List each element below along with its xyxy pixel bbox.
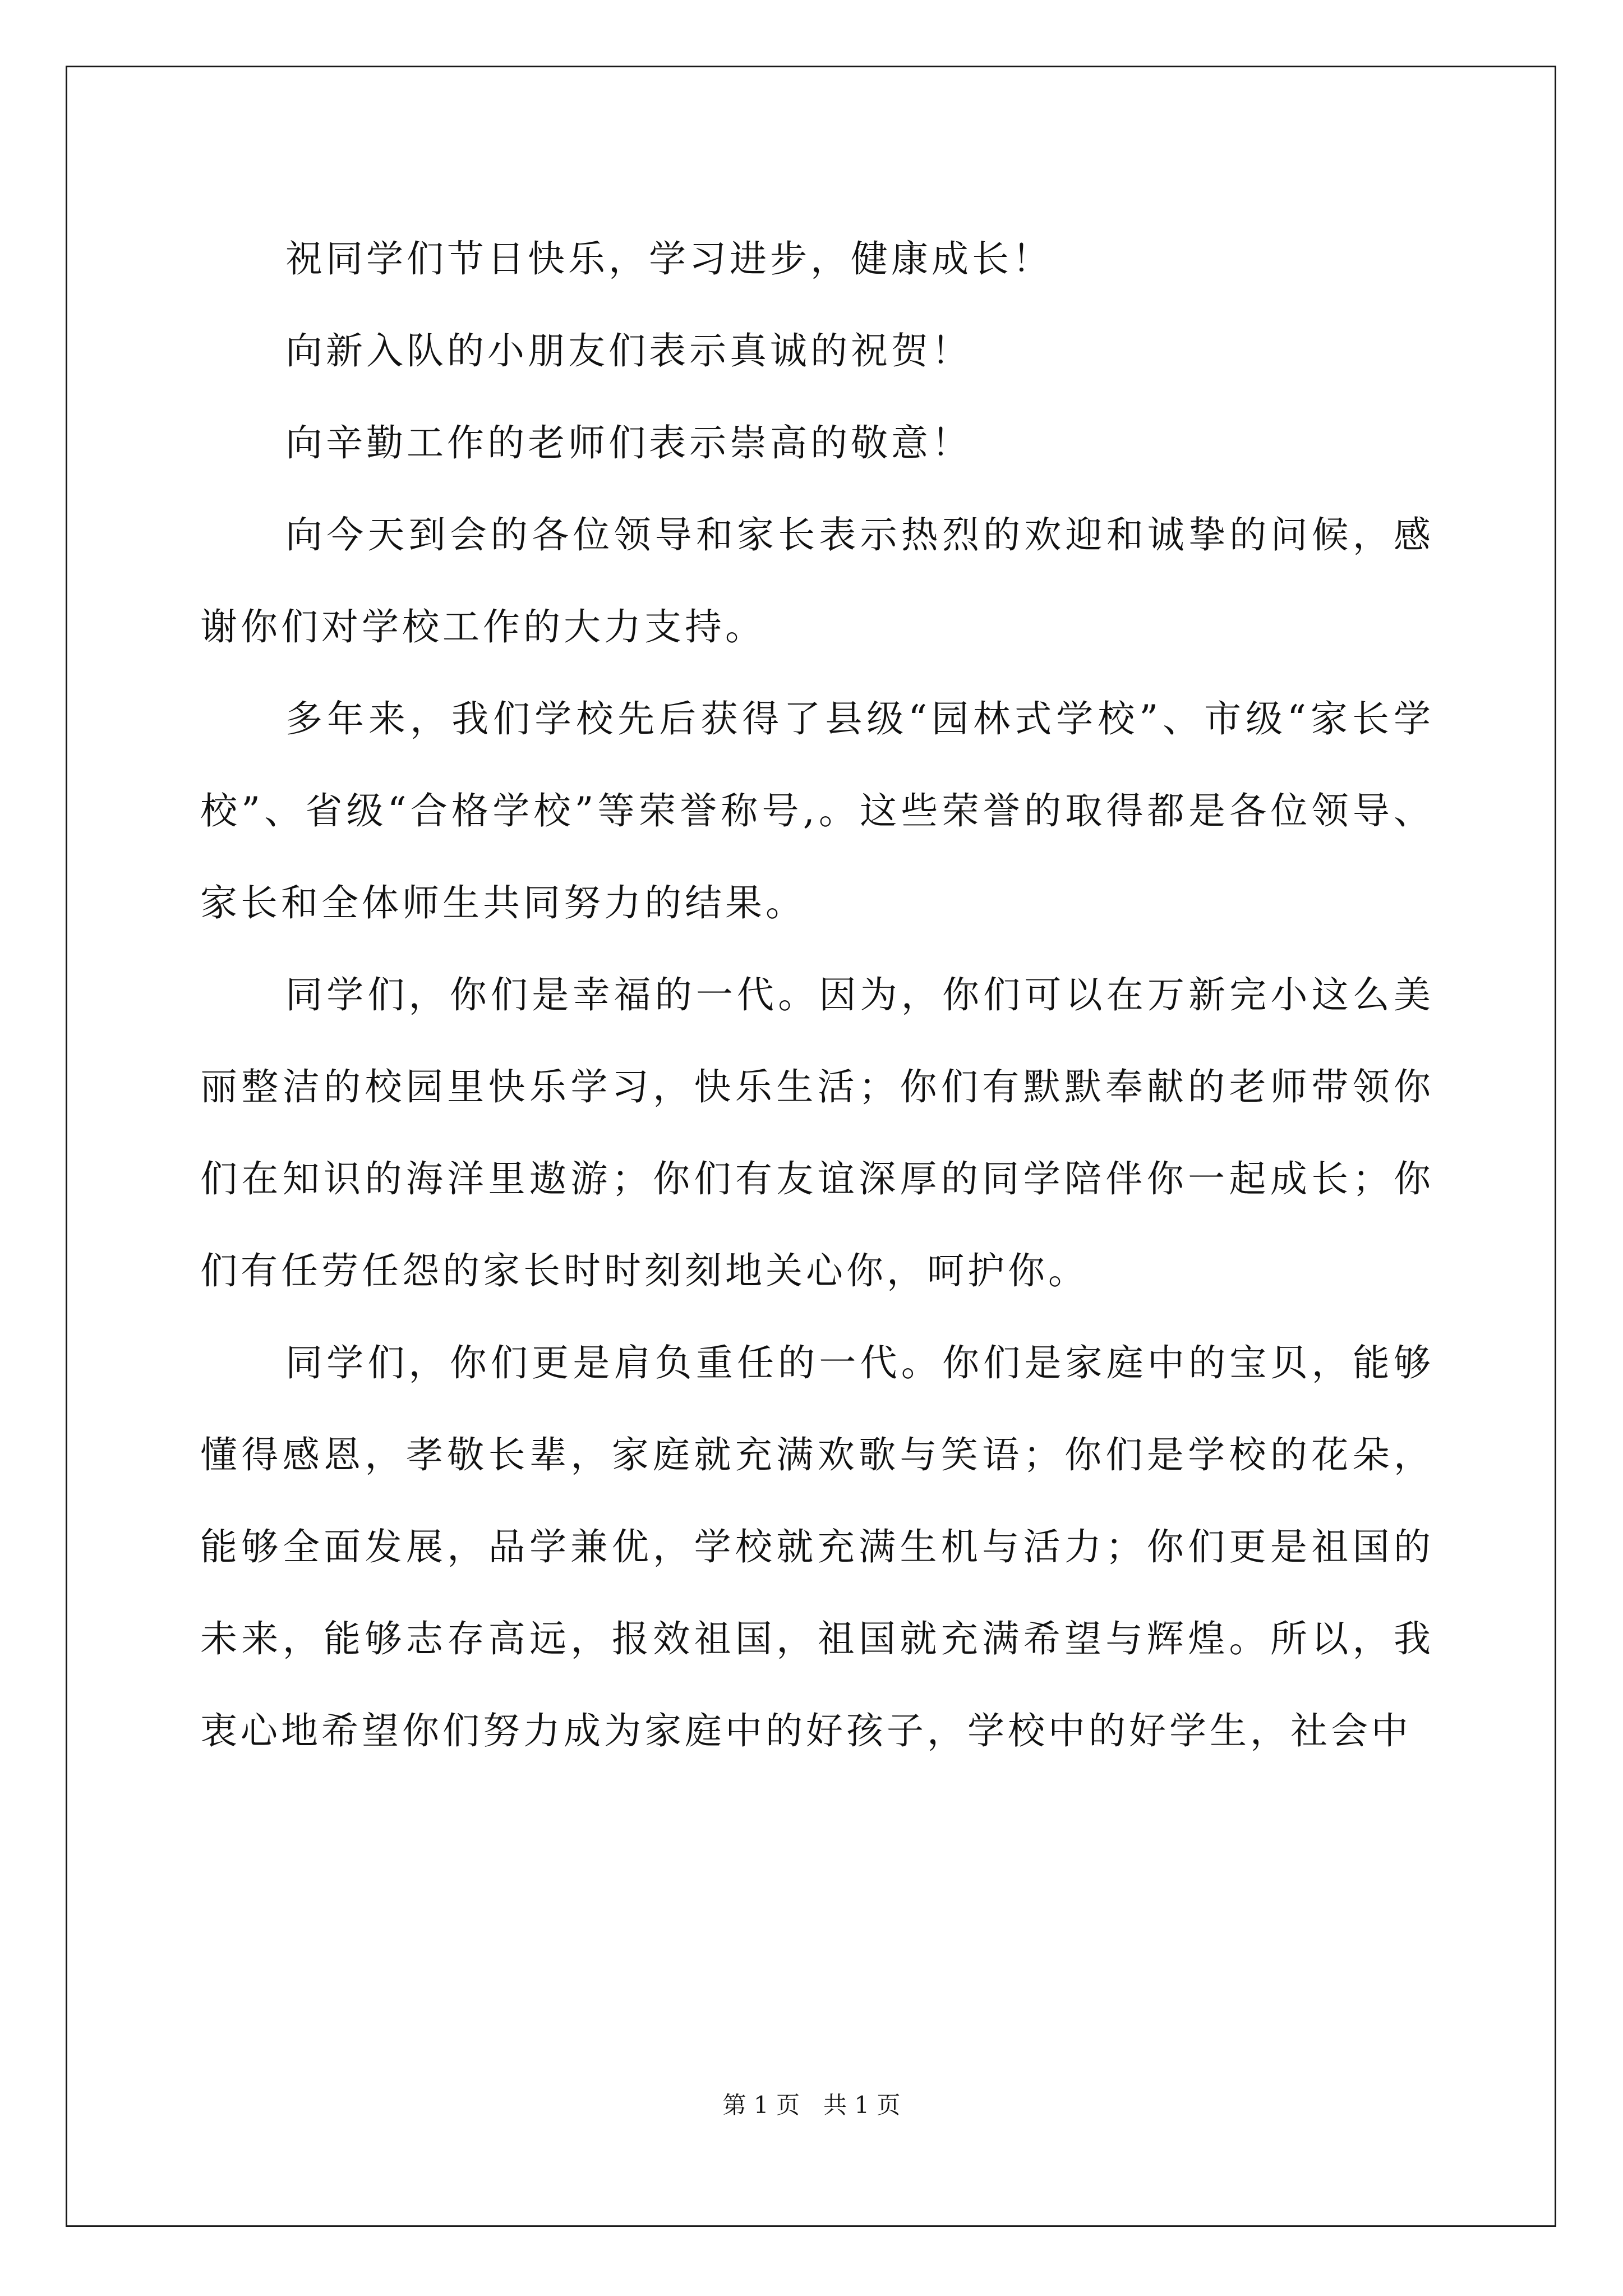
paragraph: 多年来，我们学校先后获得了县级“园林式学校”、市级“家长学校”、省级“合格学校”等荣誉称号,。这些荣誉的取得都是各位领导、家长和全体师生共同努力的结果。 <box>200 697 1434 924</box>
paragraph: 祝同学们节日快乐，学习进步，健康成长！ <box>285 237 1053 280</box>
page-number-footer: 第 1 页 共 1 页 <box>722 2091 901 2119</box>
paragraph: 向辛勤工作的老师们表示崇高的敬意！ <box>285 421 972 464</box>
document-body <box>200 213 1434 1777</box>
paragraph: 同学们，你们是幸福的一代。因为，你们可以在万新完小这么美丽整洁的校园里快乐学习，快乐生活；你们有默默奉献的老师带领你们在知识的海洋里遨游；你们有友谊深厚的同学陪伴你一起成长；你们有任劳任怨的家长时时刻刻地关心你，呵护你。 <box>200 973 1434 1292</box>
paragraph: 向今天到会的各位领导和家长表示热烈的欢迎和诚挚的问候，感谢你们对学校工作的大力支持。 <box>200 513 1434 648</box>
paragraph: 向新入队的小朋友们表示真诚的祝贺！ <box>285 329 972 372</box>
paragraph: 同学们，你们更是肩负重任的一代。你们是家庭中的宝贝，能够懂得感恩，孝敬长辈，家庭就充满欢歌与笑语；你们是学校的花朵，能够全面发展，品学兼优，学校就充满生机与活力；你们更是祖国的未来，能够志存高远，报效祖国，祖国就充满希望与辉煌。所以，我衷心地希望你们努力成为家庭中的好孩子，学校中的好学生，社会中 <box>200 1341 1434 1752</box>
